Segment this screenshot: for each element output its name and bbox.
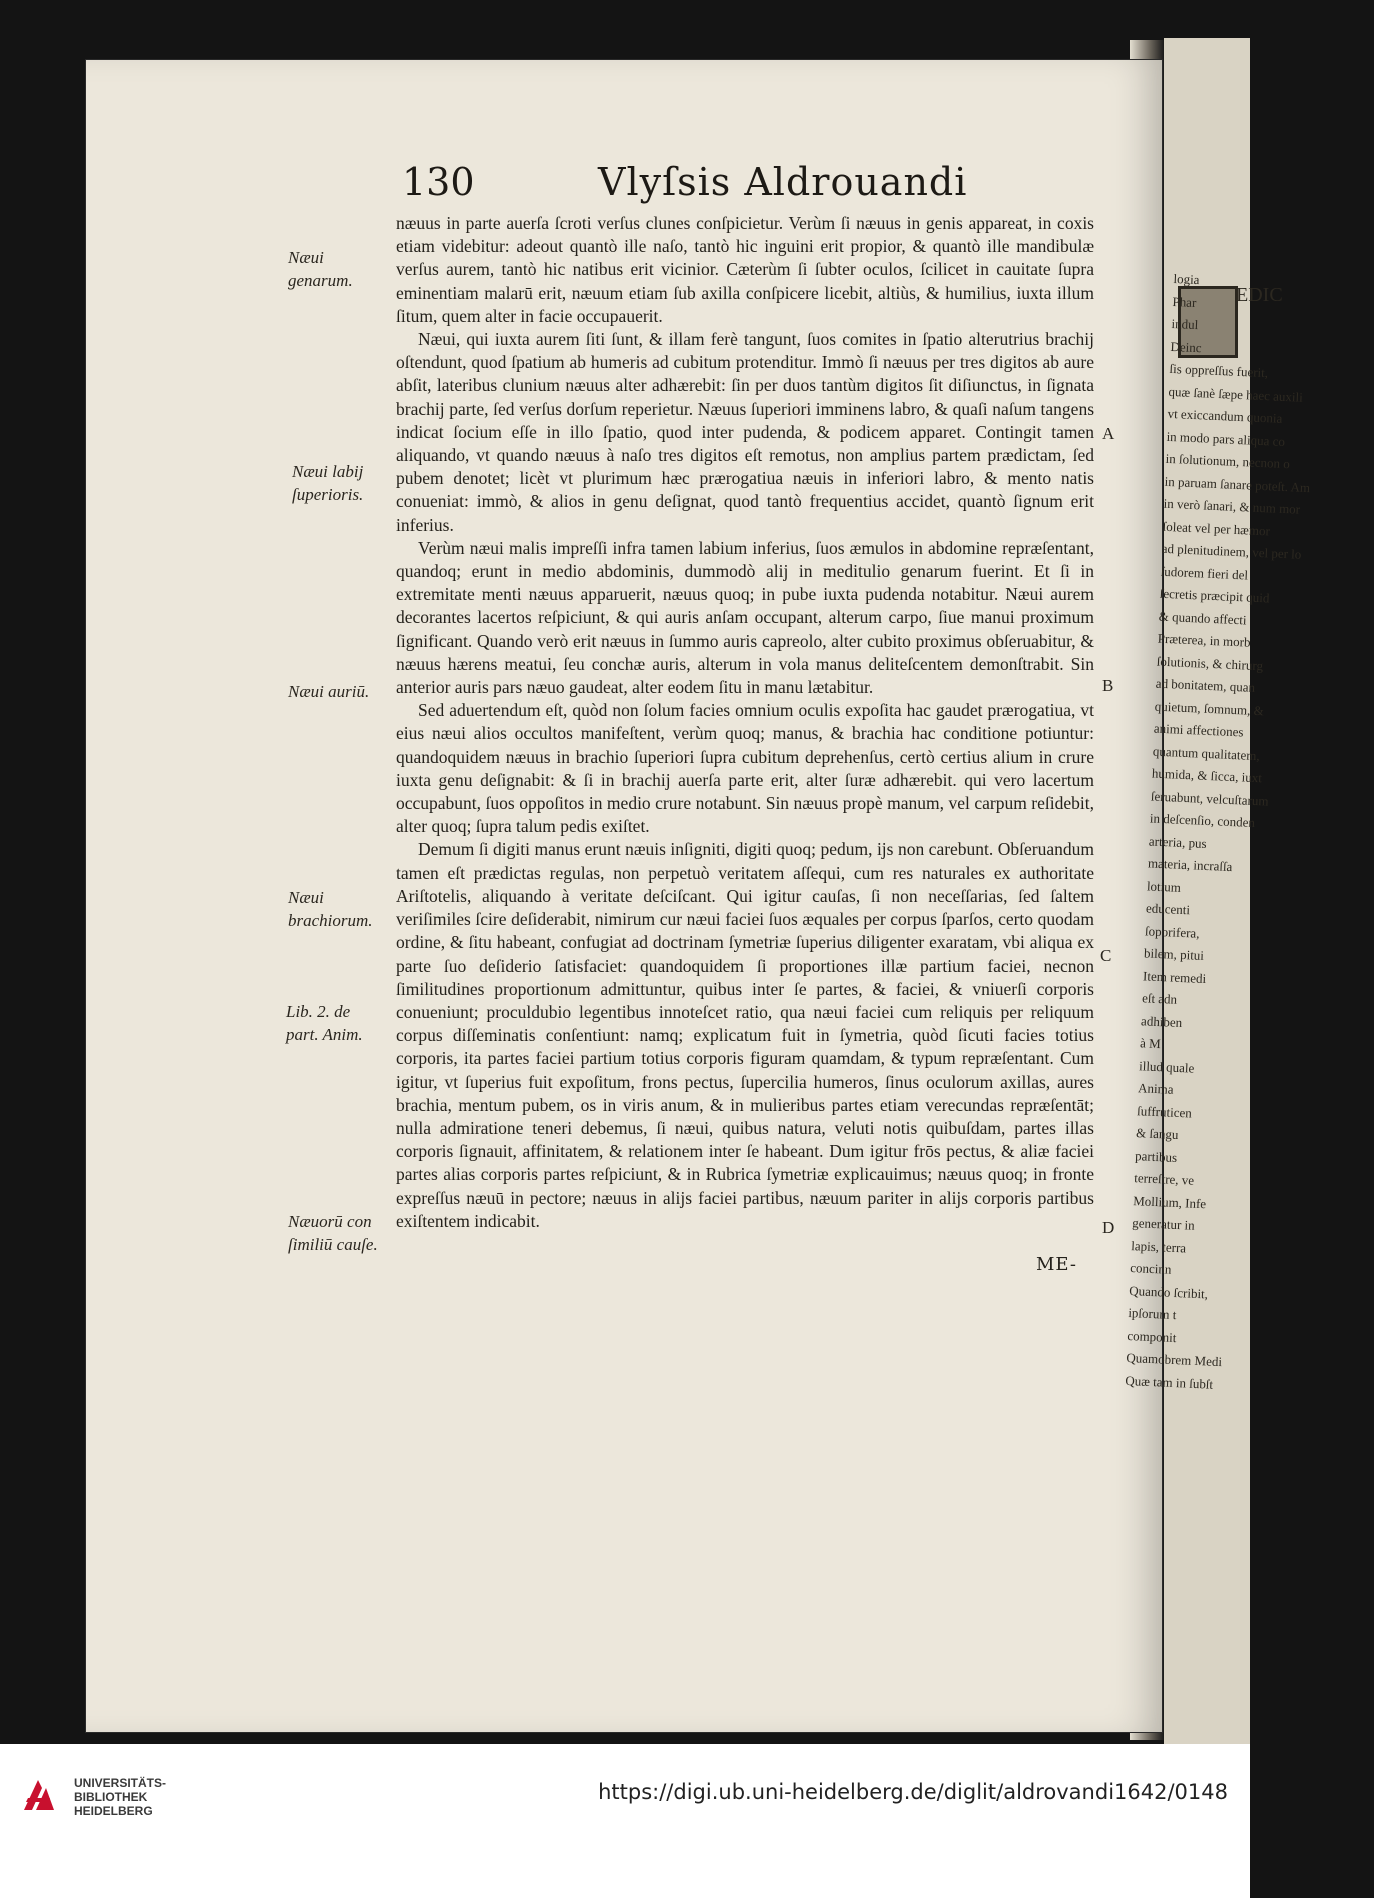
facing-page-line: ad bonitatem, quan <box>1155 675 1256 695</box>
catchword: ME- <box>1036 1254 1077 1275</box>
facing-page-line: Mollium, Infe <box>1132 1192 1207 1211</box>
facing-page-line: ſoporifera, <box>1144 922 1200 941</box>
facing-page-line: ſecretis præcipit quid <box>1159 585 1270 606</box>
facing-page-line: partibus <box>1134 1147 1178 1165</box>
facing-page-line: in deſcenſio, conden <box>1149 810 1256 831</box>
main-text-block <box>396 212 1094 1233</box>
facing-page-line: Anima <box>1137 1080 1174 1097</box>
margin-note: Næuorū con ſimiliū cauſe. <box>288 1212 378 1254</box>
facing-page-line: adhiben <box>1140 1012 1183 1030</box>
facing-page-line: vt exiccandum quonia <box>1167 405 1283 426</box>
facing-page-line: Præterea, in morb <box>1157 630 1251 650</box>
facing-page-line: indul <box>1171 315 1199 333</box>
facing-page-line: logia <box>1173 270 1200 288</box>
running-head: Vlyſsis Aldrouandi <box>598 160 968 204</box>
facing-page-line: educenti <box>1145 900 1191 918</box>
facing-page-line: quietum, ſomnum, & <box>1154 698 1265 718</box>
facing-page-line: à M <box>1139 1035 1162 1052</box>
viewer-footer <box>0 1744 1250 1898</box>
facing-page-line: generatur in <box>1131 1215 1196 1233</box>
facing-page-line: ad plenitudinem, vel per lo <box>1161 540 1302 562</box>
facing-page-line: illud quale <box>1138 1057 1195 1076</box>
institution-line: UNIVERSITÄTS- <box>74 1776 167 1790</box>
institution-name[interactable] <box>74 1776 166 1818</box>
margin-note: Næui auriū. <box>288 682 370 701</box>
facing-page-line: & quando affecti <box>1158 608 1247 627</box>
facing-page-line: lapis, terra <box>1131 1237 1187 1255</box>
facing-page-line: concinn <box>1130 1260 1172 1277</box>
facing-page-line: quæ ſanè ſæpe haec auxili <box>1168 383 1304 405</box>
facing-page-line: arteria, pus <box>1148 832 1208 851</box>
margin-note: Næui brachiorum. <box>288 888 373 930</box>
facing-page-line: ipſorum t <box>1128 1305 1177 1323</box>
facing-page-line: ſolutionis, & chirurg <box>1156 653 1264 673</box>
paragraph: Næui, qui iuxta aurem ſiti ſunt, & illam ferè tangunt, ſuos comites in ſpatio alterutrius brachij oſtendunt, quod ſpatium ab humeris ad cubitum protenditur. Immò ſi næuus per tres digitos ab aure abſit, lateribus clunium næuus alter adhærebit: ſin per duos tantùm digitos ſit diſiunctus, in ſignata brachij parte, ſed verſus dorſum reperietur. Næuus ſuperiori imminens labro, & quaſi naſum tangens indicat ſocium eſſe in illo ſpatio, quod inter pudenda, & podicem apparet. Contingit tamen aliquando, vt quando næuus à naſo tres digitos eſt remotus, non amplius partem prædictam, ſed pubem denotet; licèt vt plurimum hæc prærogatiua næuis in inferiori labro, & mento natis conueniat: immò, & alios in genu deſignat, quod tantò frequentius accidet, quantò ſignum erit inferius. <box>396 329 1094 535</box>
facing-page-line: humida, & ſicca, iuxt <box>1151 765 1263 786</box>
facing-page-line: Quæ tam in ſubſt <box>1125 1372 1214 1392</box>
facing-page-line: terreſtre, ve <box>1133 1170 1195 1188</box>
facing-page-line: in modo pars aliqua co <box>1166 428 1286 449</box>
facing-page-line: Quamobrem Medi <box>1126 1349 1223 1370</box>
facing-page-line: Phar <box>1172 293 1197 310</box>
facing-page-line: ſeruabunt, velcuſtarum <box>1150 788 1269 809</box>
heidelberg-library-logo-icon[interactable] <box>18 1774 60 1816</box>
paragraph: Demum ſi digiti manus erunt næuis inſigniti, digiti quoq; pedum, ijs non carebunt. Obſeruandum tamen eſt prædictas regulas, non perpetuò veritatem aſſequi, cum res naturales ex authoritate Ariſtotelis, aliquando à veritate deſciſcant. Qui igitur cauſas, ſi non neceſſarias, ſed ſaltem veriſimiles ſcire deſiderabit, nimirum cur næui faciei ſuos æquales per corpus ſparſos, certo quodam ordine, & ſitu habeant, confugiat ad doctrinam ſymetriæ ſuperius diligenter exaratam, vbi aliqua ex parte ſuo deſiderio ſatisfaciet: quandoquidem ſi proportiones illæ partium faciei, necnon ſimilitudines proportionum admittuntur, quibus inter ſe partes, & faciei, & vniuerſi corporis conueniunt; proculdubio legentibus innoteſcet ratio, qua næui faciei cum reliquis per reliquum corpus diſſeminatis conſentiunt: namq; explicatum fuit in ſymetria, quòd ſicuti facies totius corporis, ita partes faciei partium totius corporis figuram quamdam, & typum repræſentant. Cum igitur, vt ſuperius fuit expoſitum, frons pectus, ſupercilia humeros, ſinus oculorum axillas, aures brachia, mentum pubem, os in viris anum, & in mulieribus partes etiam verecundas repræſentāt; nulla admiratione teneri debemus, ſi næui, quibus natura, veluti notis quibuſdam, partes illas corporis ſignauit, affinitatem, & relationem inter ſe habeant. Dum igitur frōs pectus, & aliæ faciei partes alias corporis partes reſpiciunt, & in Rubrica ſymetriæ explicauimus; næuus quoq; in fronte expreſſus næuū in pectore; næuus in alijs faciei partibus, næuum pariter in alijs corporis partibus exiſtentem indicabit. <box>396 839 1094 1231</box>
facing-page-line: ſoleat vel per hæmor <box>1162 518 1271 538</box>
facing-page-line: animi affectiones <box>1153 720 1244 740</box>
permalink-url[interactable]: https://digi.ub.uni-heidelberg.de/diglit/aldrovandi1642/0148 <box>598 1780 1228 1804</box>
facing-page-line: ſudorem fieri del <box>1160 563 1249 583</box>
section-letter: A <box>1102 424 1115 443</box>
facing-page-line: bilem, pitui <box>1143 945 1205 963</box>
facing-page-line: in verò ſanari, & num mor <box>1163 495 1301 517</box>
section-letter: D <box>1102 1218 1115 1237</box>
margin-note: Lib. 2. de part. Anim. <box>286 1002 363 1044</box>
facing-page-line: Item remedi <box>1142 967 1207 986</box>
paragraph: næuus in parte auerſa ſcroti verſus clunes conſpicietur. Verùm ſi næuus in genis appareat, in coxis etiam videbitur: adeout quantò ille naſo, tantò hic inguini erit propior, & quantò ille mandibulæ verſus aurem, tantò hic natibus erit vicinior. Cæterùm ſi ſubter oculos, ſcilicet in cauitate ſupra eminentiam malarū erit, næuum etiam ſub axilla conſpicere licebit, altiùs, & humilius, iuxta illum ſitum, quem alter in facie occupauerit. <box>396 213 1094 326</box>
facing-page-line: in ſolutionum, necnon o <box>1165 450 1291 472</box>
facing-page-line: lotium <box>1146 877 1182 895</box>
institution-line: BIBLIOTHEK <box>74 1790 148 1804</box>
page-number: 130 <box>402 160 475 204</box>
facing-page-line: & ſangu <box>1135 1125 1179 1143</box>
facing-page-line: Deinc <box>1170 338 1202 355</box>
section-letter: C <box>1100 946 1112 965</box>
margin-note: Næui labij ſuperioris. <box>292 462 364 504</box>
facing-page-line: ſuffruticen <box>1136 1102 1193 1121</box>
paragraph: Verùm næui malis impreſſi infra tamen labium inferius, ſuos æmulos in abdomine repræſentant, quandoq; erunt in medio abdominis, dummodò alij in meditulio genarum fuerint. Et ſi in extremitate menti næuus apparuerit, næuus quoq; in pube iuxta pudenda notabitur. Næui aurem decorantes lacertos reſpiciunt, & qui auris anſam occupant, alterum carpo, ſiue manui proximum ſignificant. Quando verò erit næuus in ſummo auris capreolo, alter cubito proximus obſeruabitur, & næuus hærens meatui, ſeu conchæ auris, alterum in vola manus deliteſcentem demonſtrabit. Sin anterior auris pars næuo gaudeat, alter eodem ſitu in manu lætabitur. <box>396 537 1094 698</box>
facing-page-line: materia, incraſſa <box>1147 855 1233 875</box>
section-letter: B <box>1102 676 1114 695</box>
facing-page-line: componit <box>1127 1327 1177 1345</box>
margin-note: Næui genarum. <box>288 248 353 290</box>
facing-page-line: in paruam ſanare poteſt. Am <box>1164 473 1311 495</box>
facing-page-line: quantum qualitatem, <box>1152 743 1261 763</box>
institution-line: HEIDELBERG <box>74 1804 153 1818</box>
facing-page <box>1125 38 1311 1748</box>
facing-page-line: eſt adn <box>1141 990 1178 1007</box>
paragraph: Sed aduertendum eſt, quòd non ſolum facies omnium oculis expoſita hac gaudet prærogatiua, vt eius næui alios occultos manifeſtent, verùm quoq; manus, & brachia hac conditione potiuntur: quandoquidem næuus in brachio ſuperiori ſupra cubitum deprehenſus, certò certius alium in crure iuxta genu deſignabit: & ſi in brachij auerſa parte erit, alter ſuræ adhærebit. qui vero lacertum occupabunt, ſuos oppoſitos in medio crure notabunt. Sin næuus propè manum, vel carpum reſidebit, alter quoq; ſupra talum pedis exiſtet. <box>396 700 1094 837</box>
facing-page-line: Quando ſcribit, <box>1129 1282 1209 1301</box>
facing-page-line: ſis oppreſſus fuerit, <box>1169 360 1269 381</box>
facing-heading: EDIC <box>1236 284 1283 306</box>
